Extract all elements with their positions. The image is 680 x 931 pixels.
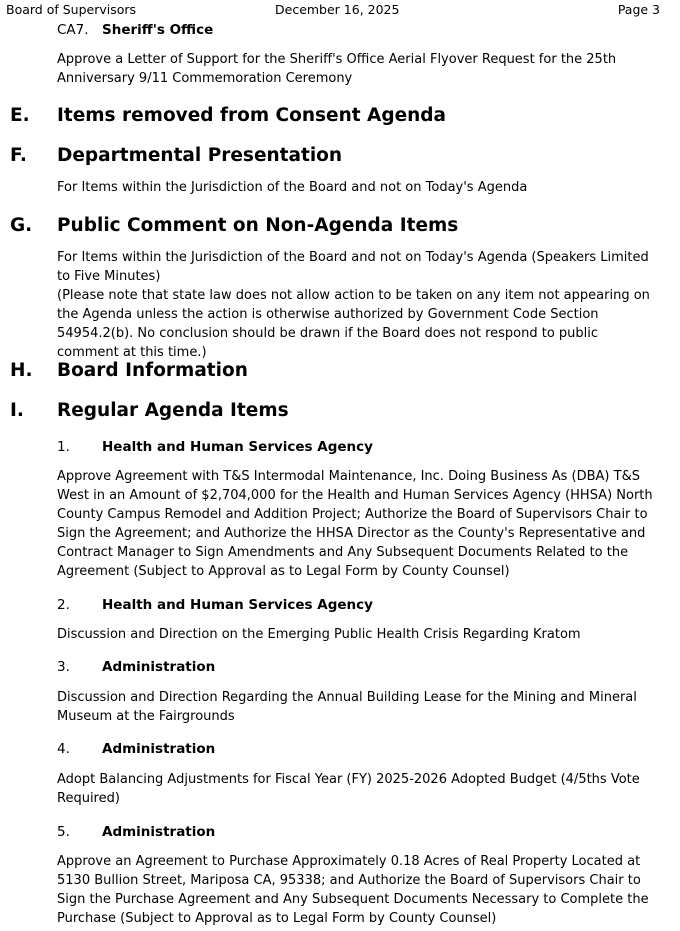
agenda-item-description: Approve Agreement with T&S Intermodal Maintenance, Inc. Doing Business As (DBA) T&S West in an Amount of $2,704,000 for the Health and Human Services Agency (HHSA) North County Campus Remodel and Addition Project; Authorize the Board of Supervisors Chair to Sign the Agreement; and Authorize the HHSA Director as the County's Representative and Contract Manager to Sign Amendments and Any Subsequent Documents Related to the Agreement (Subject to Approval as to Legal Form by County Counsel) bbox=[57, 469, 653, 579]
agenda-item-number: 1. bbox=[57, 439, 70, 455]
consent-item-number: CA7. bbox=[57, 22, 89, 38]
section-letter-i: I. bbox=[10, 400, 24, 421]
header-board-name: Board of Supervisors bbox=[6, 2, 137, 17]
agenda-item-number: 3. bbox=[57, 659, 70, 675]
agenda-item-number: 2. bbox=[57, 597, 70, 613]
section-letter-e: E. bbox=[10, 105, 30, 126]
section-letter-f: F. bbox=[10, 145, 27, 166]
agenda-item-description: Discussion and Direction on the Emerging Public Health Crisis Regarding Kratom bbox=[57, 627, 581, 642]
agenda-item-title: Health and Human Services Agency bbox=[102, 439, 373, 455]
consent-item-title: Sheriff's Office bbox=[102, 22, 214, 38]
section-title-i: Regular Agenda Items bbox=[57, 400, 289, 421]
consent-item-ca7 bbox=[57, 21, 213, 39]
section-f-text: For Items within the Jurisdiction of the Board and not on Today's Agenda bbox=[57, 180, 528, 195]
agenda-item-title: Health and Human Services Agency bbox=[102, 597, 373, 613]
section-title-h: Board Information bbox=[57, 360, 248, 381]
agenda-item-number: 4. bbox=[57, 741, 70, 757]
section-title-g: Public Comment on Non-Agenda Items bbox=[57, 215, 459, 236]
header-page-number: Page 3 bbox=[617, 2, 660, 17]
agenda-item-number: 5. bbox=[57, 824, 70, 840]
agenda-item-description: Discussion and Direction Regarding the Annual Building Lease for the Mining and Mineral Museum at the Fairgrounds bbox=[57, 690, 637, 724]
section-letter-h: H. bbox=[10, 360, 33, 381]
agenda-item-description: Adopt Balancing Adjustments for Fiscal Year (FY) 2025-2026 Adopted Budget (4/5ths Vote Required) bbox=[57, 772, 640, 806]
consent-item-description: Approve a Letter of Support for the Sheriff's Office Aerial Flyover Request for the 25th Anniversary 9/11 Commemoration Ceremony bbox=[57, 52, 617, 86]
agenda-item-description: Approve an Agreement to Purchase Approximately 0.18 Acres of Real Property Located at 5130 Bullion Street, Mariposa CA, 95338; and Authorize the Board of Supervisors Chair to Sign the Purchase Agreement and Any Subsequent Documents Necessary to Complete the Purchase (Subject to Approval as to Legal Form by County Counsel) bbox=[57, 854, 649, 926]
agenda-item-title: Administration bbox=[102, 741, 216, 757]
agenda-item-title: Administration bbox=[102, 824, 216, 840]
agenda-item-title: Administration bbox=[102, 659, 216, 675]
section-title-e: Items removed from Consent Agenda bbox=[57, 105, 447, 126]
header-date: December 16, 2025 bbox=[275, 2, 400, 17]
section-g-text-1: For Items within the Jurisdiction of the Board and not on Today's Agenda (Speakers Limited to Five Minutes) bbox=[57, 250, 649, 284]
section-title-f: Departmental Presentation bbox=[57, 145, 343, 166]
section-g-text-2: (Please note that state law does not allow action to be taken on any item not appearing on the Agenda unless the action is otherwise authorized by Government Code Section 54954.2(b). No conclusion should be drawn if the Board does not respond to public comment at this time.) bbox=[57, 288, 650, 360]
section-letter-g: G. bbox=[10, 215, 33, 236]
